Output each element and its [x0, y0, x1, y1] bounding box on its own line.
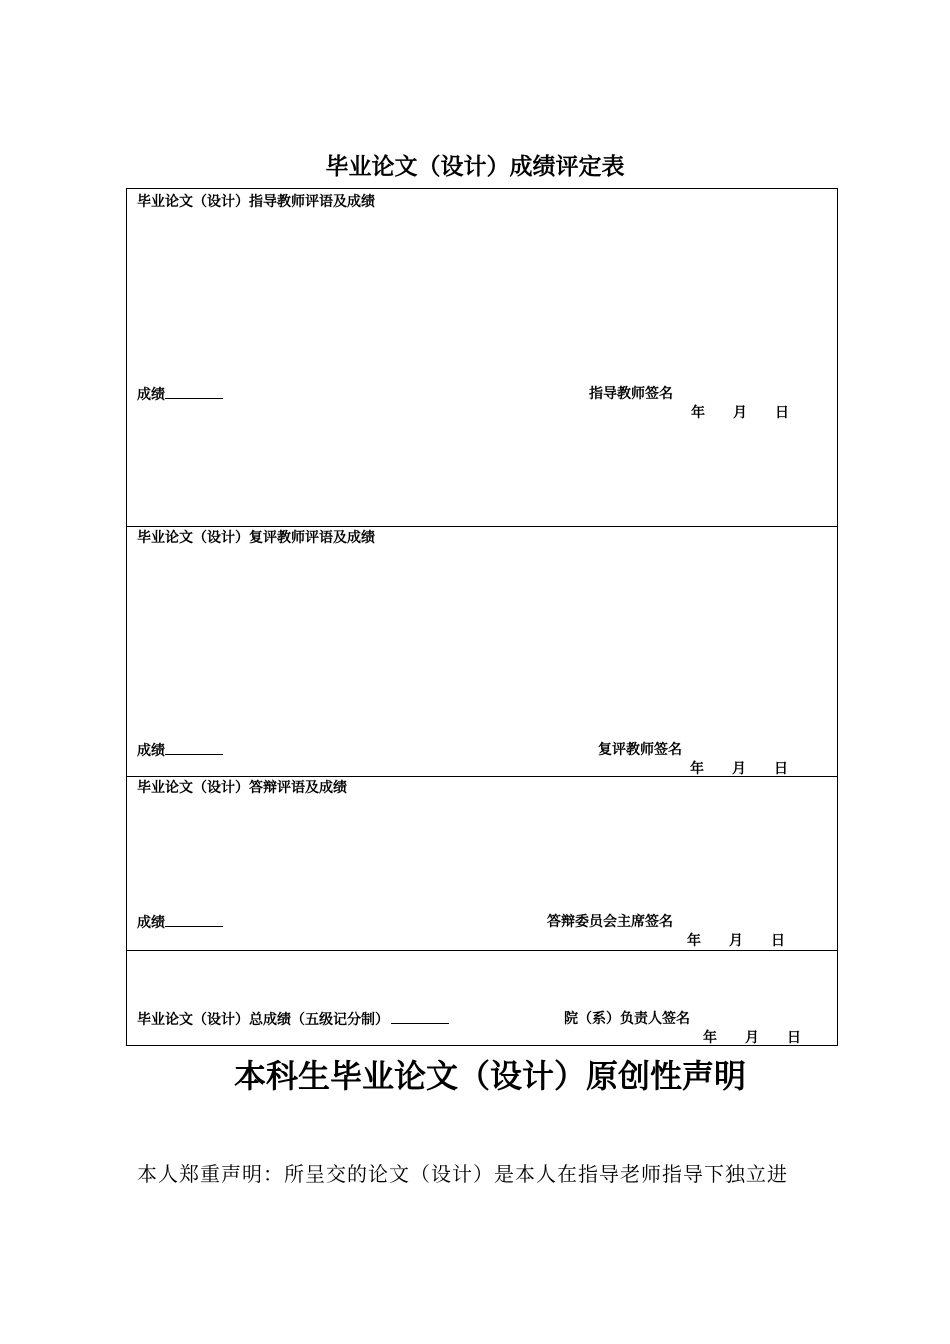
advisor-grade-label: 成绩: [137, 387, 165, 403]
day-label: 日: [771, 933, 785, 949]
reviewer-section: [127, 526, 837, 776]
advisor-grade-field: [137, 385, 223, 404]
advisor-signature-label: 指导教师签名: [589, 386, 673, 402]
defense-grade-blank[interactable]: [165, 913, 223, 927]
advisor-date: [691, 404, 789, 422]
defense-grade-field: [137, 913, 223, 932]
day-label: 日: [787, 1030, 801, 1046]
reviewer-grade-label: 成绩: [137, 743, 165, 759]
total-section: [127, 950, 837, 1047]
advisor-section-heading: 毕业论文（设计）指导教师评语及成绩: [137, 194, 375, 210]
total-grade-field: [137, 1010, 449, 1029]
form-title: 毕业论文（设计）成绩评定表: [325, 154, 625, 180]
evaluation-table: [126, 188, 838, 1046]
dept-signature-label: 院（系）负责人签名: [564, 1011, 690, 1027]
defense-section: [127, 776, 837, 950]
reviewer-section-heading: 毕业论文（设计）复评教师评语及成绩: [137, 530, 375, 546]
month-label: 月: [729, 933, 743, 949]
defense-grade-label: 成绩: [137, 915, 165, 931]
year-label: 年: [691, 405, 705, 421]
year-label: 年: [687, 933, 701, 949]
advisor-grade-blank[interactable]: [165, 385, 223, 399]
declaration-paragraph: 本人郑重声明：所呈交的论文（设计）是本人在指导老师指导下独立进: [137, 1162, 788, 1186]
defense-date: [687, 932, 785, 950]
dept-date: [703, 1029, 801, 1047]
day-label: 日: [775, 405, 789, 421]
day-label: 日: [774, 761, 788, 777]
year-label: 年: [703, 1030, 717, 1046]
advisor-section: [127, 189, 837, 526]
defense-section-heading: 毕业论文（设计）答辩评语及成绩: [137, 780, 347, 796]
month-label: 月: [745, 1030, 759, 1046]
reviewer-grade-field: [137, 741, 223, 760]
reviewer-signature-label: 复评教师签名: [598, 742, 682, 758]
month-label: 月: [732, 761, 746, 777]
declaration-title: 本科生毕业论文（设计）原创性声明: [233, 1057, 746, 1095]
total-grade-blank[interactable]: [391, 1010, 449, 1024]
month-label: 月: [733, 405, 747, 421]
total-grade-label: 毕业论文（设计）总成绩（五级记分制）: [137, 1012, 389, 1028]
defense-signature-label: 答辩委员会主席签名: [547, 914, 673, 930]
year-label: 年: [690, 761, 704, 777]
reviewer-grade-blank[interactable]: [165, 741, 223, 755]
